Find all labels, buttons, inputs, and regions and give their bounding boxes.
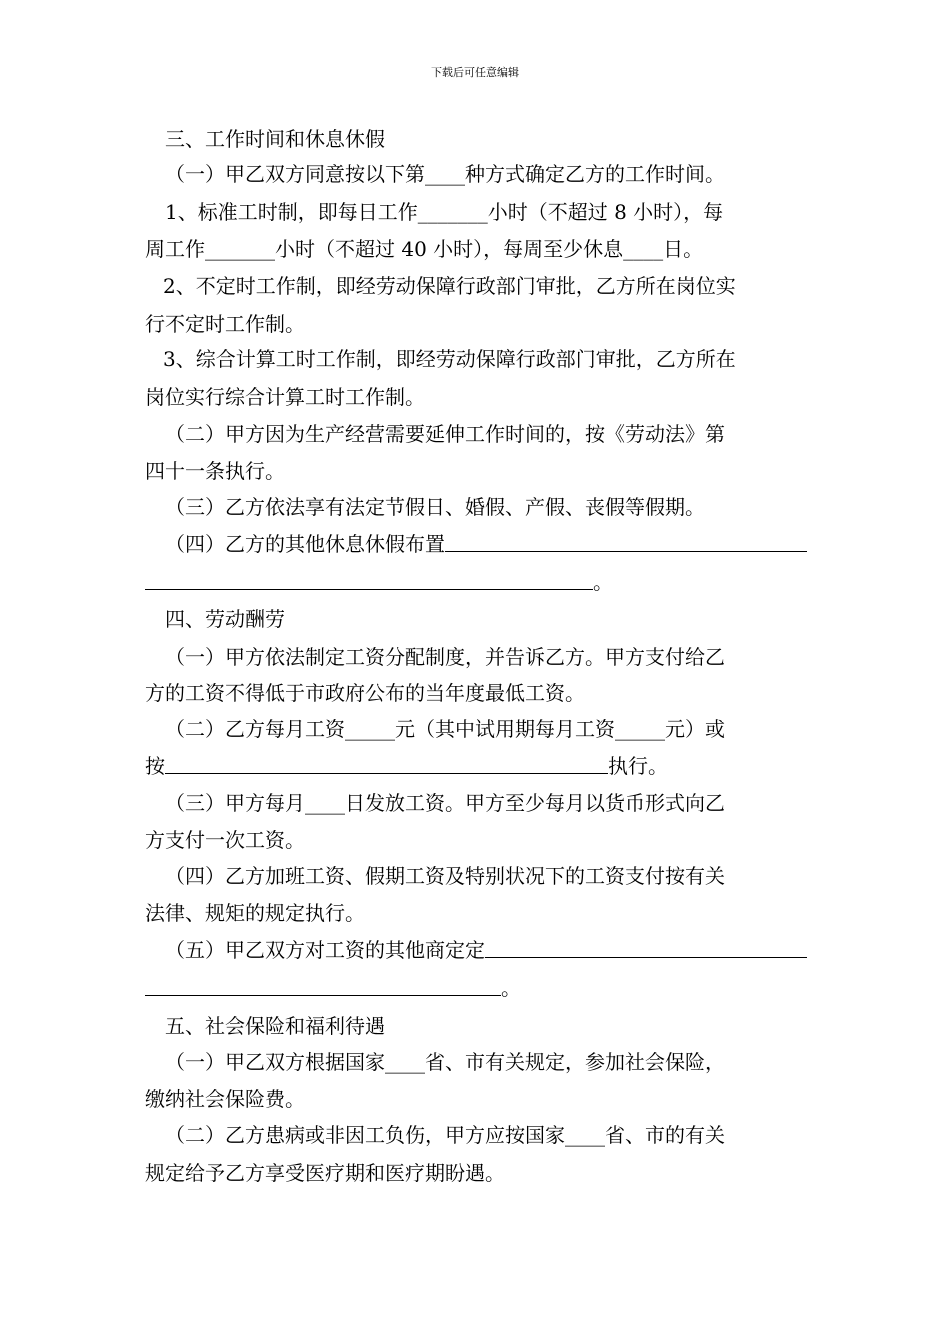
line-text: 1、标准工时制，即每日工作_______小时（不超过 8 小时），每: [165, 200, 724, 224]
paragraph-line: （二）甲方因为生产经营需要延伸工作时间的，按《劳动法》第: [165, 422, 725, 446]
line-text: 。: [501, 976, 521, 1000]
paragraph-line: 方支付一次工资。: [145, 828, 305, 852]
fill-in-blank: [165, 753, 608, 774]
paragraph-line: （一）甲乙双方根据国家____省、市有关规定，参加社会保险，: [165, 1050, 725, 1074]
paragraph-line: （三）乙方依法享有法定节假日、婚假、产假、丧假等假期。: [165, 495, 705, 519]
line-text: 执行。: [608, 754, 668, 778]
paragraph-line: 四十一条执行。: [145, 459, 285, 483]
fill-in-blank: [145, 975, 501, 996]
section-heading-5: 五、社会保险和福利待遇: [165, 1014, 385, 1038]
fill-in-blank: [485, 937, 807, 958]
paragraph-line: （四）乙方加班工资、假期工资及特别状况下的工资支付按有关: [165, 864, 725, 888]
paragraph-line: （一）甲方依法制定工资分配制度，并告诉乙方。甲方支付给乙: [165, 645, 725, 669]
paragraph-line: 法律、规矩的规定执行。: [145, 901, 365, 925]
line-text: 。: [593, 570, 613, 594]
line-text: （五）甲乙双方对工资的其他商定定: [165, 938, 485, 962]
paragraph-line: [165, 937, 807, 963]
paragraph-line: 方的工资不得低于市政府公布的当年度最低工资。: [145, 681, 585, 705]
paragraph-line: 缴纳社会保险费。: [145, 1087, 305, 1111]
section-heading-4: 四、劳动酬劳: [165, 607, 285, 631]
paragraph-line: [145, 753, 807, 779]
paragraph-line: 规定给予乙方享受医疗期和医疗期盼遇。: [145, 1161, 505, 1185]
section-heading-3: 三、工作时间和休息休假: [165, 127, 385, 151]
paragraph-line: [165, 199, 807, 225]
paragraph-line: [165, 531, 807, 557]
paragraph-line: 周工作_______小时（不超过 40 小时），每周至少休息____日。: [145, 237, 704, 261]
paragraph-line: [145, 975, 807, 1001]
paragraph-line: 岗位实行综合计算工时工作制。: [145, 385, 425, 409]
line-text: 按: [145, 754, 165, 778]
paragraph-line: 2、不定时工作制，即经劳动保障行政部门审批，乙方所在岗位实: [163, 274, 736, 298]
paragraph-line: （二）乙方每月工资_____元（其中试用期每月工资_____元）或: [165, 717, 725, 741]
paragraph-line: 行不定时工作制。: [145, 312, 305, 336]
paragraph-line: （一）甲乙双方同意按以下第____种方式确定乙方的工作时间。: [165, 162, 725, 186]
paragraph-line: 3、综合计算工时工作制，即经劳动保障行政部门审批，乙方所在: [163, 347, 736, 371]
paragraph-line: （三）甲方每月____日发放工资。甲方至少每月以货币形式向乙: [165, 791, 725, 815]
paragraph-line: [145, 569, 807, 595]
line-text: （四）乙方的其他休息休假布置: [165, 532, 445, 556]
fill-in-blank: [445, 531, 807, 552]
paragraph-line: （二）乙方患病或非因工负伤，甲方应按国家____省、市的有关: [165, 1123, 725, 1147]
fill-in-blank: [145, 569, 593, 590]
page-header: 下载后可任意编辑: [431, 66, 519, 79]
